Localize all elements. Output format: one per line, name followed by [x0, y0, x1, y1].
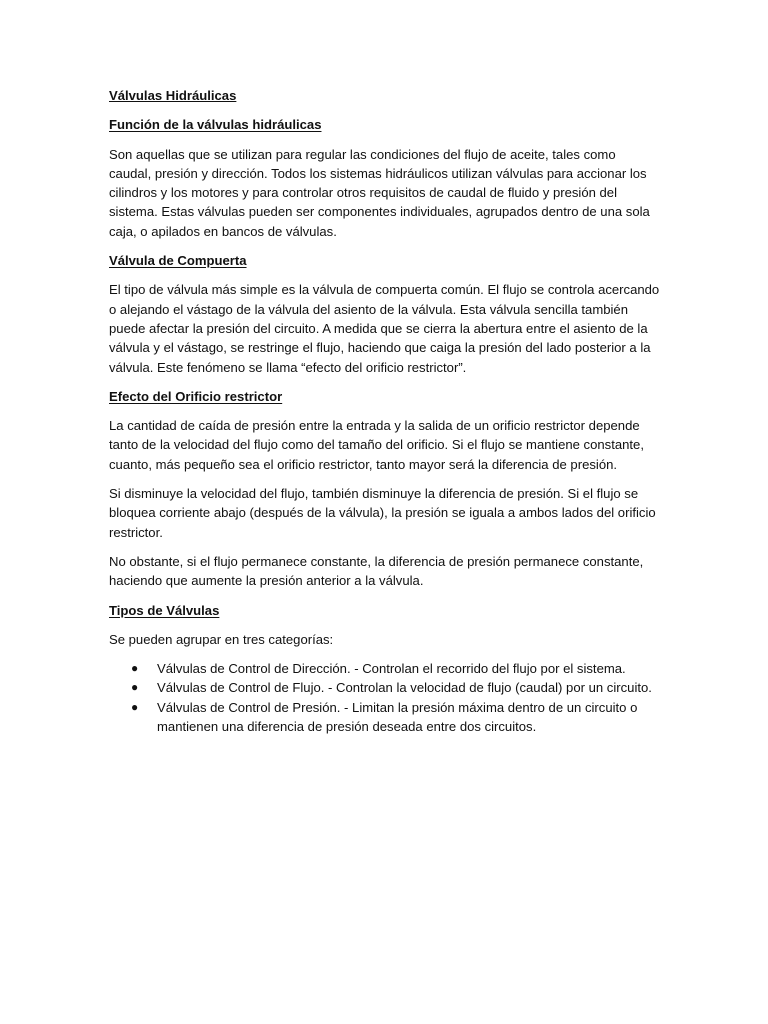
- bullet-icon: ●: [131, 699, 139, 714]
- document-title: Válvulas Hidráulicas: [109, 88, 237, 103]
- list-item: [109, 659, 661, 678]
- bullet-icon: ●: [131, 661, 139, 676]
- bullet-icon: ●: [131, 680, 139, 695]
- paragraph-compuerta: El tipo de válvula más simple es la válvula de compuerta común. El flujo se controla acercando o alejando el vástago de la válvula del asiento de la válvula. Esta válvula sencilla también puede afectar la presión del circuito. A medida que se cierra la abertura entre el asiento de la válvula y el vástago, se restringe el flujo, haciendo que caiga la presión del lado posterior a la válvula. Este fenómeno se llama “efecto del orificio restrictor”.: [109, 282, 660, 375]
- list-item-text: Válvulas de Control de Dirección. - Controlan el recorrido del flujo por el sistema.: [157, 661, 626, 677]
- document-page: [109, 86, 661, 736]
- paragraph-funcion: Son aquellas que se utilizan para regular las condiciones del flujo de aceite, tales como caudal, presión y dirección. Todos los sistemas hidráulicos utilizan válvulas para accionar los cilindros y los motores y para controlar otros requisitos de caudal de fluido y presión del sistema. Estas válvulas pueden ser componentes individuales, agrupados dentro de una sola caja, o apilados en bancos de válvulas.: [109, 146, 650, 239]
- section-heading-funcion: Función de la válvulas hidráulicas: [109, 117, 322, 133]
- section-heading-tipos: Tipos de Válvulas: [109, 602, 220, 618]
- section-heading-orificio: Efecto del Orificio restrictor: [109, 388, 283, 404]
- paragraph-orificio-1: La cantidad de caída de presión entre la entrada y la salida de un orificio restrictor depende tanto de la velocidad del flujo como del tamaño del orificio. Si el flujo se mantiene constante, cuanto, más pequeño sea el orificio restrictor, tanto mayor será la diferencia de presión.: [109, 418, 644, 472]
- list-item-text: Válvulas de Control de Presión. - Limitan la presión máxima dentro de un circuito o mantienen una diferencia de presión deseada entre dos circuitos.: [157, 699, 638, 735]
- section-heading-compuerta: Válvula de Compuerta: [109, 253, 247, 269]
- paragraph-orificio-3: No obstante, si el flujo permanece constante, la diferencia de presión permanece constante, haciendo que aumente la presión anterior a la válvula.: [109, 553, 644, 589]
- paragraph-tipos-intro: Se pueden agrupar en tres categorías:: [109, 631, 334, 647]
- list-item-text: Válvulas de Control de Flujo. - Controlan la velocidad de flujo (caudal) por un circuito.: [157, 680, 652, 696]
- paragraph-orificio-2: Si disminuye la velocidad del flujo, también disminuye la diferencia de presión. Si el flujo se bloquea corriente abajo (después de la válvula), la presión se iguala a ambos lados del orificio restrictor.: [109, 486, 656, 540]
- list-item: [109, 698, 661, 737]
- bullet-list-valve-types: [109, 659, 661, 736]
- list-item: [109, 678, 661, 697]
